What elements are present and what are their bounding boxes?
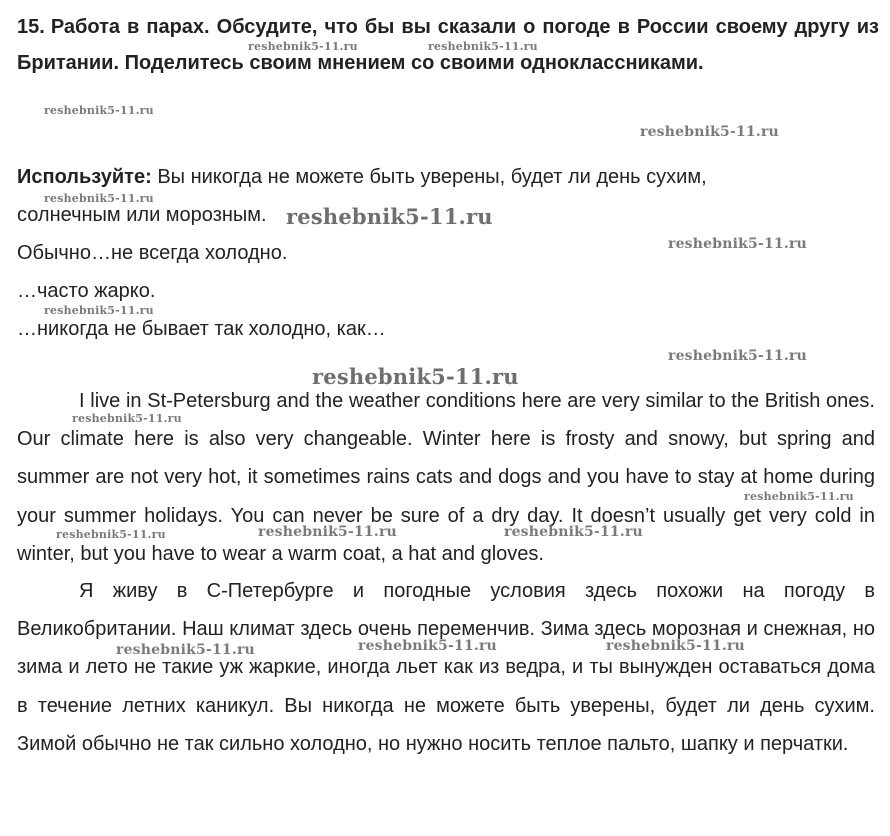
watermark: reshebnik5-11.ru	[258, 524, 397, 540]
watermark: reshebnik5-11.ru	[668, 236, 807, 252]
watermark: reshebnik5-11.ru	[44, 104, 154, 117]
watermark: reshebnik5-11.ru	[72, 412, 182, 425]
use-line-5: …никогда не бывает так холодно, как…	[17, 318, 386, 340]
watermark: reshebnik5-11.ru	[358, 638, 497, 654]
use-label: Используйте:	[17, 166, 152, 188]
watermark: reshebnik5-11.ru	[44, 192, 154, 205]
watermark: reshebnik5-11.ru	[286, 204, 493, 229]
watermark: reshebnik5-11.ru	[668, 348, 807, 364]
watermark: reshebnik5-11.ru	[428, 40, 538, 53]
watermark: reshebnik5-11.ru	[504, 524, 643, 540]
task-text: Работа в парах. Обсудите, что бы вы сказали о погоде в России своему другу из Британии. Поделитесь своим мнением со своими одноклассниками.	[17, 16, 879, 74]
english-paragraph: I live in St-Petersburg and the weather conditions here are very similar to the British ones. Our climate here is also very changeable. Winter here is frosty and snowy, but spring and summer are not very hot, it sometimes rains cats and dogs and you have to stay at home during your summer holidays. You can never be sure of a dry day. It doesn’t usually get very cold in winter, but you have to wear a warm coat, a hat and gloves.	[17, 390, 875, 565]
use-phrase: Вы никогда не можете быть уверены, будет ли день сухим,	[157, 166, 707, 188]
use-line-1	[17, 158, 867, 196]
use-block	[17, 158, 867, 348]
watermark: reshebnik5-11.ru	[640, 124, 779, 140]
task-number: 15.	[17, 16, 45, 38]
watermark: reshebnik5-11.ru	[248, 40, 358, 53]
watermark: reshebnik5-11.ru	[116, 642, 255, 658]
watermark: reshebnik5-11.ru	[744, 490, 854, 503]
watermark: reshebnik5-11.ru	[44, 304, 154, 317]
watermark: reshebnik5-11.ru	[56, 528, 166, 541]
watermark: reshebnik5-11.ru	[312, 364, 519, 389]
watermark: reshebnik5-11.ru	[606, 638, 745, 654]
use-line-3: Обычно…не всегда холодно.	[17, 242, 288, 264]
russian-paragraph: Я живу в С-Петербурге и погодные условия здесь похожи на погоду в Великобритании. Наш климат здесь очень переменчив. Зима здесь морозная и снежная, но зима и лето не такие уж жаркие, иногда льет как из ведра, и ты вынужден оставаться дома в течение летних каникул. Вы никогда не можете быть уверены, будет ли день сухим. Зимой обычно не так сильно холодно, но нужно носить теплое пальто, шапку и перчатки.	[17, 580, 875, 755]
use-line-4: …часто жарко.	[17, 280, 156, 302]
use-line-2: солнечным или морозным.	[17, 204, 267, 226]
